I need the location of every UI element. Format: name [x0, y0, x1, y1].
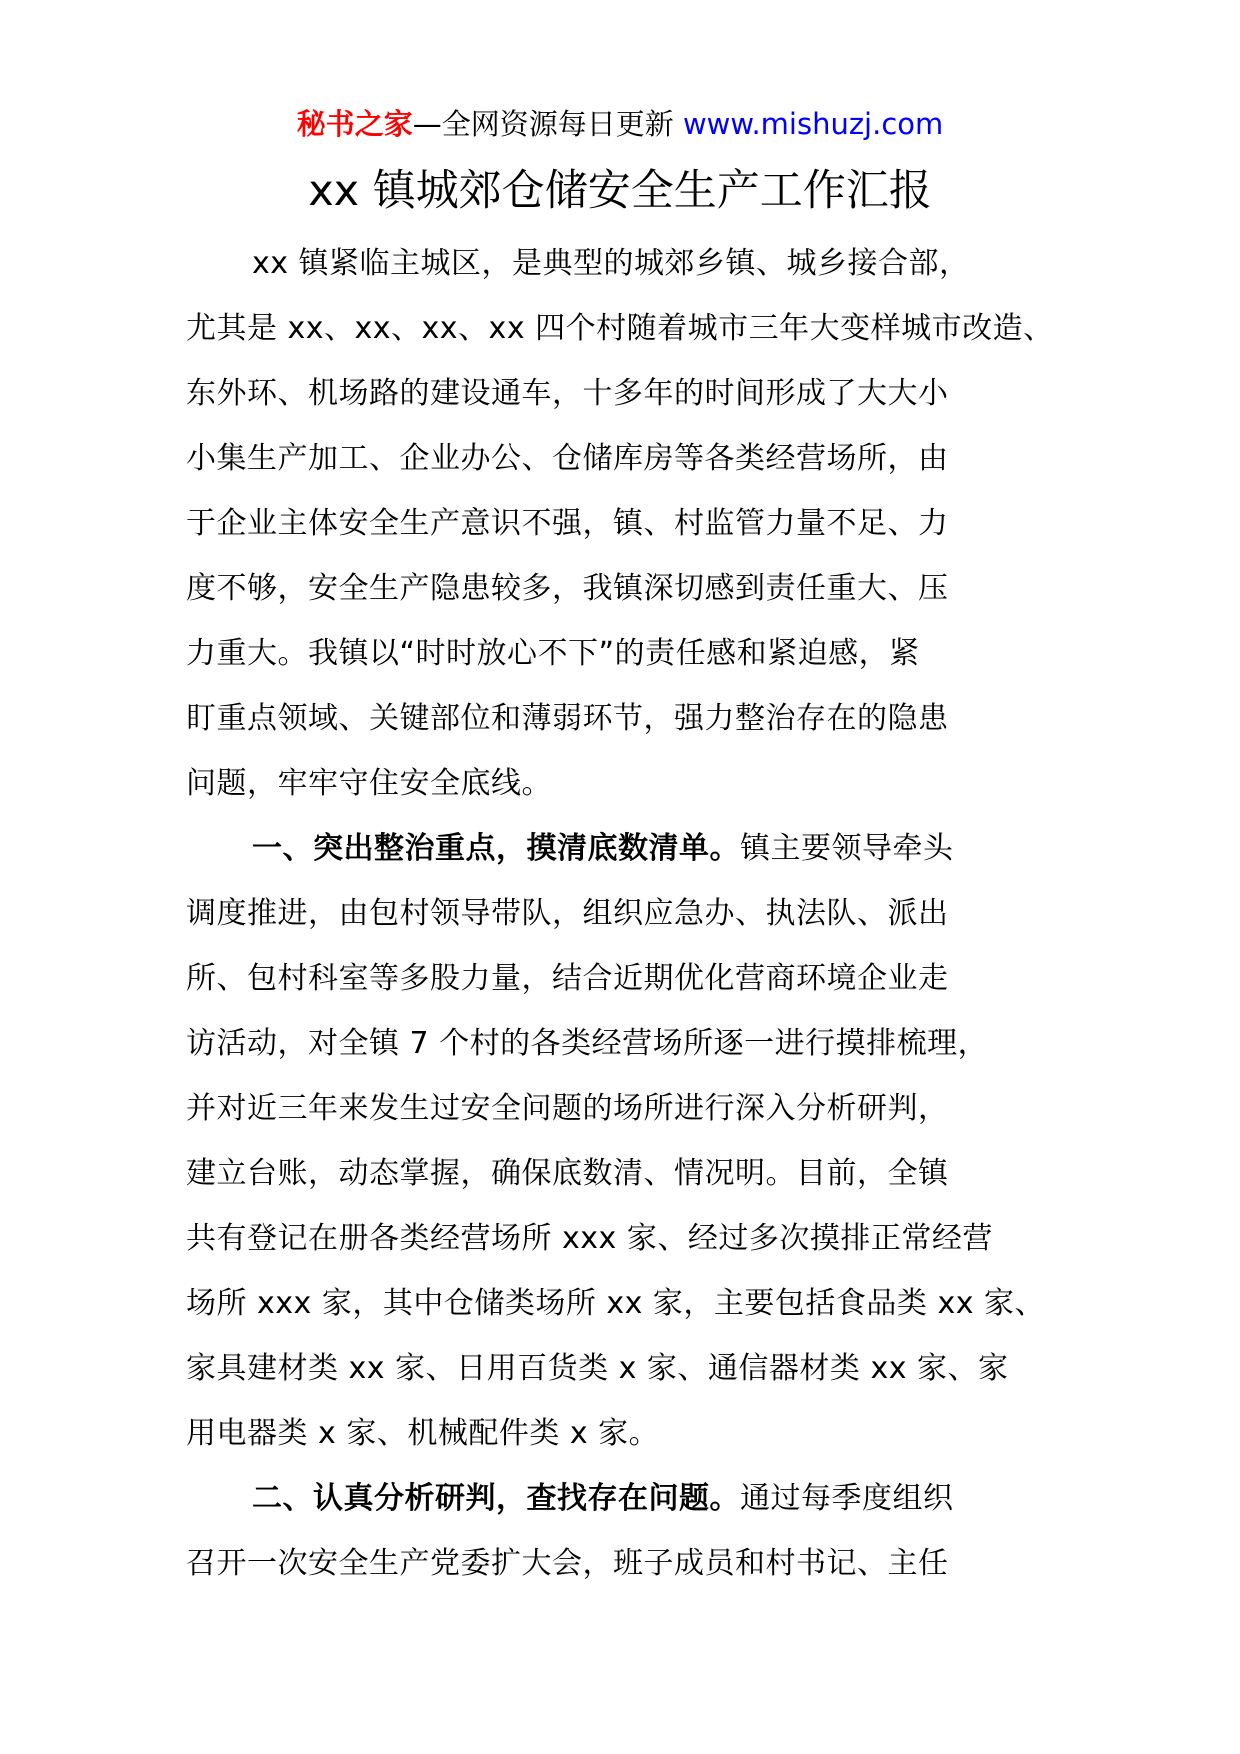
line-text: 调度推进，由包村领导带队，组织应急办、执法队、派出	[186, 896, 949, 931]
line-text: 建立台账，动态掌握，确保底数清、情况明。目前，全镇	[186, 1156, 949, 1191]
line-text: 度不够，安全生产隐患较多，我镇深切感到责任重大、压	[186, 571, 949, 606]
paragraph-line	[186, 1336, 1066, 1401]
line-text: 盯重点领域、关键部位和薄弱环节，强力整治存在的隐患	[186, 701, 949, 736]
line-text: xx 镇紧临主城区，是典型的城郊乡镇、城乡接合部，	[252, 246, 970, 281]
brand-name: 秘书之家	[296, 107, 413, 141]
paragraph-line	[186, 881, 1066, 946]
paragraph-line	[186, 686, 1066, 751]
paragraph-line	[186, 1141, 1066, 1206]
line-text: 于企业主体安全生产意识不强，镇、村监管力量不足、力	[186, 506, 949, 541]
paragraph-line	[186, 816, 1066, 881]
line-text: 小集生产加工、企业办公、仓储库房等各类经营场所，由	[186, 441, 949, 476]
document-title: xx 镇城郊仓储安全生产工作汇报	[308, 166, 932, 216]
line-text: 访活动，对全镇 7 个村的各类经营场所逐一进行摸排梳理，	[186, 1026, 989, 1061]
paragraph-line	[186, 296, 1066, 361]
paragraph-line	[186, 556, 1066, 621]
paragraph-line	[186, 946, 1066, 1011]
paragraph-line	[186, 1011, 1066, 1076]
paragraph-line	[186, 1271, 1066, 1336]
line-text: 并对近三年来发生过安全问题的场所进行深入分析研判，	[186, 1091, 949, 1126]
paragraph-line	[186, 1466, 1066, 1531]
line-text: 镇主要领导牵头	[740, 831, 954, 866]
line-text: 通过每季度组织	[740, 1481, 954, 1516]
line-text: 共有登记在册各类经营场所 xxx 家、经过多次摸排正常经营	[186, 1221, 993, 1256]
line-text: 召开一次安全生产党委扩大会，班子成员和村书记、主任	[186, 1546, 949, 1581]
line-text: 用电器类 x 家、机械配件类 x 家。	[186, 1416, 660, 1451]
paragraph-line	[186, 621, 1066, 686]
header-tagline: —全网资源每日更新	[412, 107, 683, 141]
section-heading: 二、认真分析研判，查找存在问题。	[252, 1481, 740, 1516]
paragraph-line	[186, 751, 1066, 816]
line-text: 力重大。我镇以“时时放心不下”的责任感和紧迫感，紧	[186, 636, 920, 671]
line-text: 尤其是 xx、xx、xx、xx 四个村随着城市三年大变样城市改造、	[186, 311, 1054, 346]
paragraph-line	[186, 426, 1066, 491]
line-text: 所、包村科室等多股力量，结合近期优化营商环境企业走	[186, 961, 949, 996]
line-text: 问题，牢牢守住安全底线。	[186, 766, 552, 801]
document-body	[186, 231, 1066, 1596]
paragraph-line	[186, 1076, 1066, 1141]
paragraph-line	[186, 1531, 1066, 1596]
paragraph-line	[186, 491, 1066, 556]
line-text: 家具建材类 xx 家、日用百货类 x 家、通信器材类 xx 家、家	[186, 1351, 1009, 1386]
paragraph-line	[186, 1401, 1066, 1466]
website-link[interactable]: www.mishuzj.com	[682, 107, 944, 141]
paragraph-line	[186, 361, 1066, 426]
header-banner	[0, 104, 1240, 144]
line-text: 东外环、机场路的建设通车，十多年的时间形成了大大小	[186, 376, 949, 411]
section-heading: 一、突出整治重点，摸清底数清单。	[252, 831, 740, 866]
line-text: 场所 xxx 家，其中仓储类场所 xx 家，主要包括食品类 xx 家、	[186, 1286, 1045, 1321]
paragraph-line	[186, 1206, 1066, 1271]
paragraph-line	[186, 231, 1066, 296]
